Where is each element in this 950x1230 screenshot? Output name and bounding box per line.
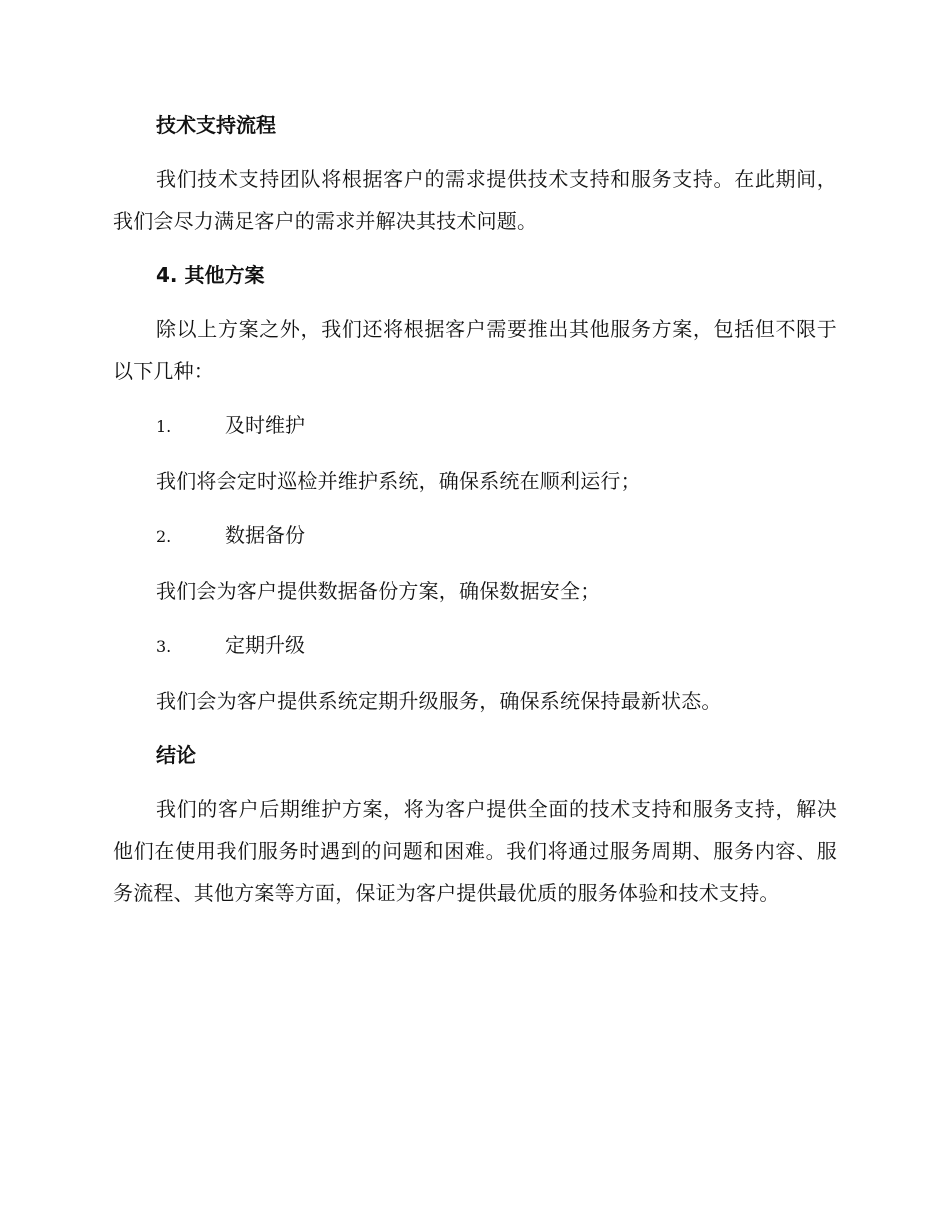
section-heading-other-plans: 4. 其他方案 — [156, 263, 265, 287]
list-item-description: 我们将会定时巡检并维护系统，确保系统在顺利运行； — [156, 469, 641, 493]
list-item-regular-upgrade — [113, 624, 837, 668]
list-item-timely-maintenance — [113, 404, 837, 448]
list-item-data-backup — [113, 514, 837, 558]
list-item-description: 我们会为客户提供数据备份方案，确保数据安全； — [156, 579, 601, 603]
list-item-description: 我们会为客户提供系统定期升级服务，确保系统保持最新状态。 — [156, 689, 722, 713]
list-item-title: 定期升级 — [225, 633, 305, 657]
list-item-title: 及时维护 — [225, 413, 305, 437]
list-item-number: 1. — [156, 417, 172, 436]
paragraph-other-plans: 除以上方案之外，我们还将根据客户需要推出其他服务方案，包括但不限于以下几种： — [113, 317, 837, 383]
document-body — [113, 104, 837, 926]
paragraph-conclusion: 我们的客户后期维护方案，将为客户提供全面的技术支持和服务支持，解决他们在使用我们服务时遇到的问题和困难。我们将通过服务周期、服务内容、服务流程、其他方案等方面，保证为客户提供最优质的服务体验和技术支持。 — [113, 797, 837, 905]
section-heading-tech-support: 技术支持流程 — [156, 113, 276, 137]
list-item-title: 数据备份 — [225, 523, 305, 547]
section-heading-conclusion: 结论 — [156, 743, 196, 767]
paragraph-tech-support: 我们技术支持团队将根据客户的需求提供技术支持和服务支持。在此期间，我们会尽力满足客户的需求并解决其技术问题。 — [113, 167, 837, 233]
list-item-number: 3. — [156, 637, 172, 656]
list-item-number: 2. — [156, 527, 172, 546]
